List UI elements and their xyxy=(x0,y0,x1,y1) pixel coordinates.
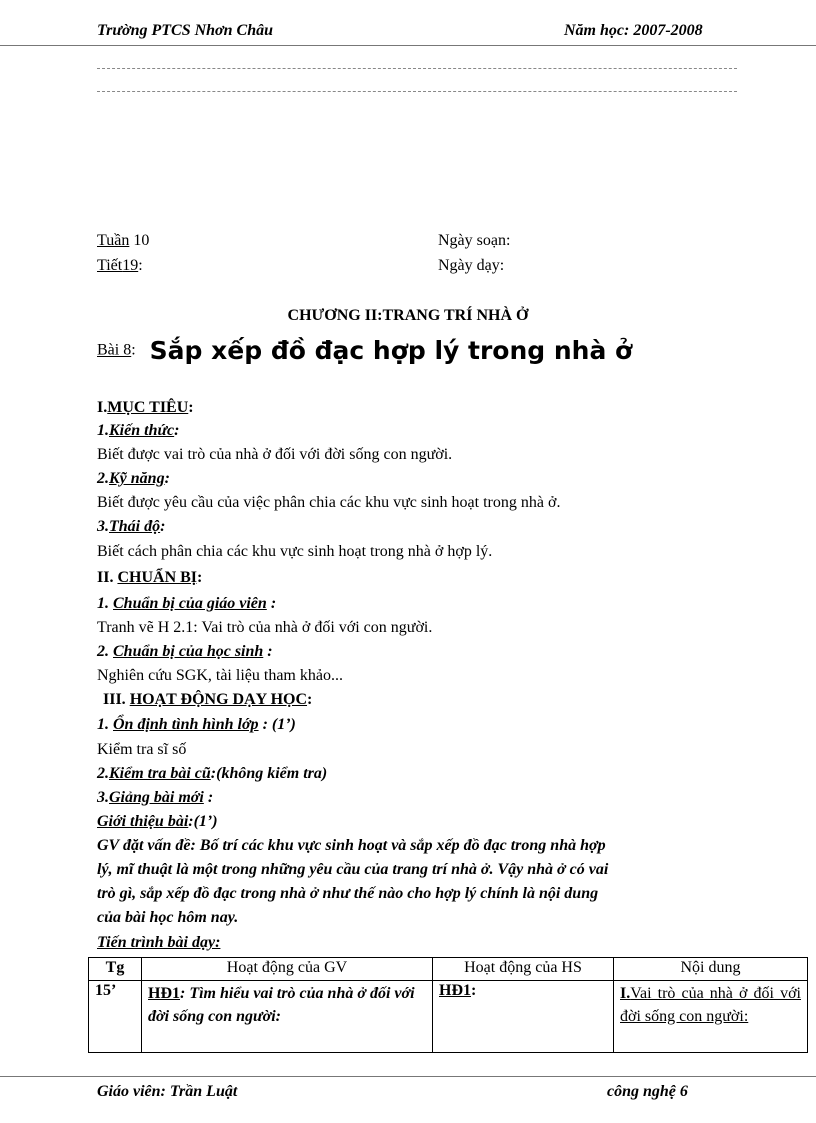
stabilize-text: Kiểm tra sĩ số xyxy=(97,741,187,758)
period-line: Tiết19: xyxy=(97,257,143,274)
footer-subject: công nghệ 6 xyxy=(607,1083,688,1100)
knowledge-text: Biết được vai trò của nhà ở đối với đời sống con người. xyxy=(97,446,453,463)
attitude-text: Biết cách phân chia các khu vực sinh hoạt trong nhà ở hợp lý. xyxy=(97,543,493,560)
chapter-title: CHƯƠNG II:TRANG TRÍ NHÀ Ở xyxy=(287,307,529,324)
new-lesson-heading: 3.Giảng bài mới : xyxy=(97,789,214,806)
lesson-title: Sắp xếp đồ đạc hợp lý trong nhà ở xyxy=(149,336,633,365)
dashed-line-1 xyxy=(97,68,737,69)
gv-problem-line-3: trò gì, sắp xếp đồ đạc trong nhà ở như thế nào cho hợp lý chính là nội dung xyxy=(97,885,599,902)
progress-heading: Tiến trình bài dạy: xyxy=(97,934,221,951)
dashed-line-2 xyxy=(97,91,737,92)
gv-problem-line-2: lý, mĩ thuật là một trong những yêu cầu của trang trí nhà ở. Vậy nhà ở có vai xyxy=(97,861,609,878)
table-header-row xyxy=(89,958,808,981)
attitude-heading: 3.Thái độ: xyxy=(97,518,166,535)
knowledge-heading: 1.Kiến thức: xyxy=(97,422,180,439)
footer-rule xyxy=(0,1076,816,1077)
header-rule xyxy=(0,45,816,46)
check-heading: 2.Kiểm tra bài cũ:(không kiểm tra) xyxy=(97,765,328,782)
lesson-line: Bài 8: Sắp xếp đồ đạc hợp lý trong nhà ở xyxy=(97,336,633,365)
week-line xyxy=(97,232,149,250)
preparation-heading: II. CHUẨN BỊ: xyxy=(97,569,203,586)
week-label: Tuần xyxy=(97,232,130,249)
col-header-time: Tg xyxy=(89,958,142,981)
teacher-prep-text: Tranh vẽ H 2.1: Vai trò của nhà ở đối với con người. xyxy=(97,619,433,636)
period-label: Tiết19 xyxy=(97,257,139,274)
prep-date: Ngày soạn: xyxy=(438,232,511,249)
teach-date: Ngày dạy: xyxy=(438,257,505,274)
footer-teacher: Giáo viên: Trần Luật xyxy=(97,1083,238,1100)
cell-content: I.Vai trò của nhà ở đối với đời sống con người: xyxy=(614,981,808,1053)
gv-problem-line-4: của bài học hôm nay. xyxy=(97,909,239,926)
col-header-hs: Hoạt động của HS xyxy=(433,958,614,981)
cell-gv: HĐ1: Tìm hiểu vai trò của nhà ở đối với đời sống con người: xyxy=(142,981,433,1053)
school-year: Năm học: 2007-2008 xyxy=(564,22,703,39)
cell-time: 15’ xyxy=(89,981,142,1053)
intro-heading: Giới thiệu bài:(1’) xyxy=(97,813,218,830)
cell-hs: HĐ1: xyxy=(433,981,614,1053)
table-row xyxy=(89,981,808,1053)
objectives-heading: I.MỤC TIÊU: xyxy=(97,399,194,416)
gv-problem-line-1: GV đặt vấn đề: Bố trí các khu vực sinh hoạt và sắp xếp đồ đạc trong nhà hợp xyxy=(97,837,606,854)
col-header-content: Nội dung xyxy=(614,958,808,981)
col-header-gv: Hoạt động của GV xyxy=(142,958,433,981)
stabilize-heading: 1. Ổn định tình hình lớp : (1’) xyxy=(97,716,296,733)
skills-text: Biết được yêu cầu của việc phân chia các khu vực sinh hoạt trong nhà ở. xyxy=(97,494,561,511)
skills-heading: 2.Kỹ năng: xyxy=(97,470,170,487)
student-prep-text: Nghiên cứu SGK, tài liệu tham khảo... xyxy=(97,667,343,684)
activities-heading: III. HOẠT ĐỘNG DẠY HỌC: xyxy=(103,691,313,708)
lesson-plan-table xyxy=(88,957,808,1053)
school-name: Trường PTCS Nhơn Châu xyxy=(97,22,273,39)
teacher-prep-heading: 1. Chuẩn bị của giáo viên : xyxy=(97,595,277,612)
student-prep-heading: 2. Chuẩn bị của học sinh : xyxy=(97,643,273,660)
week-value: 10 xyxy=(133,232,150,249)
lesson-label: Bài 8 xyxy=(97,341,132,359)
